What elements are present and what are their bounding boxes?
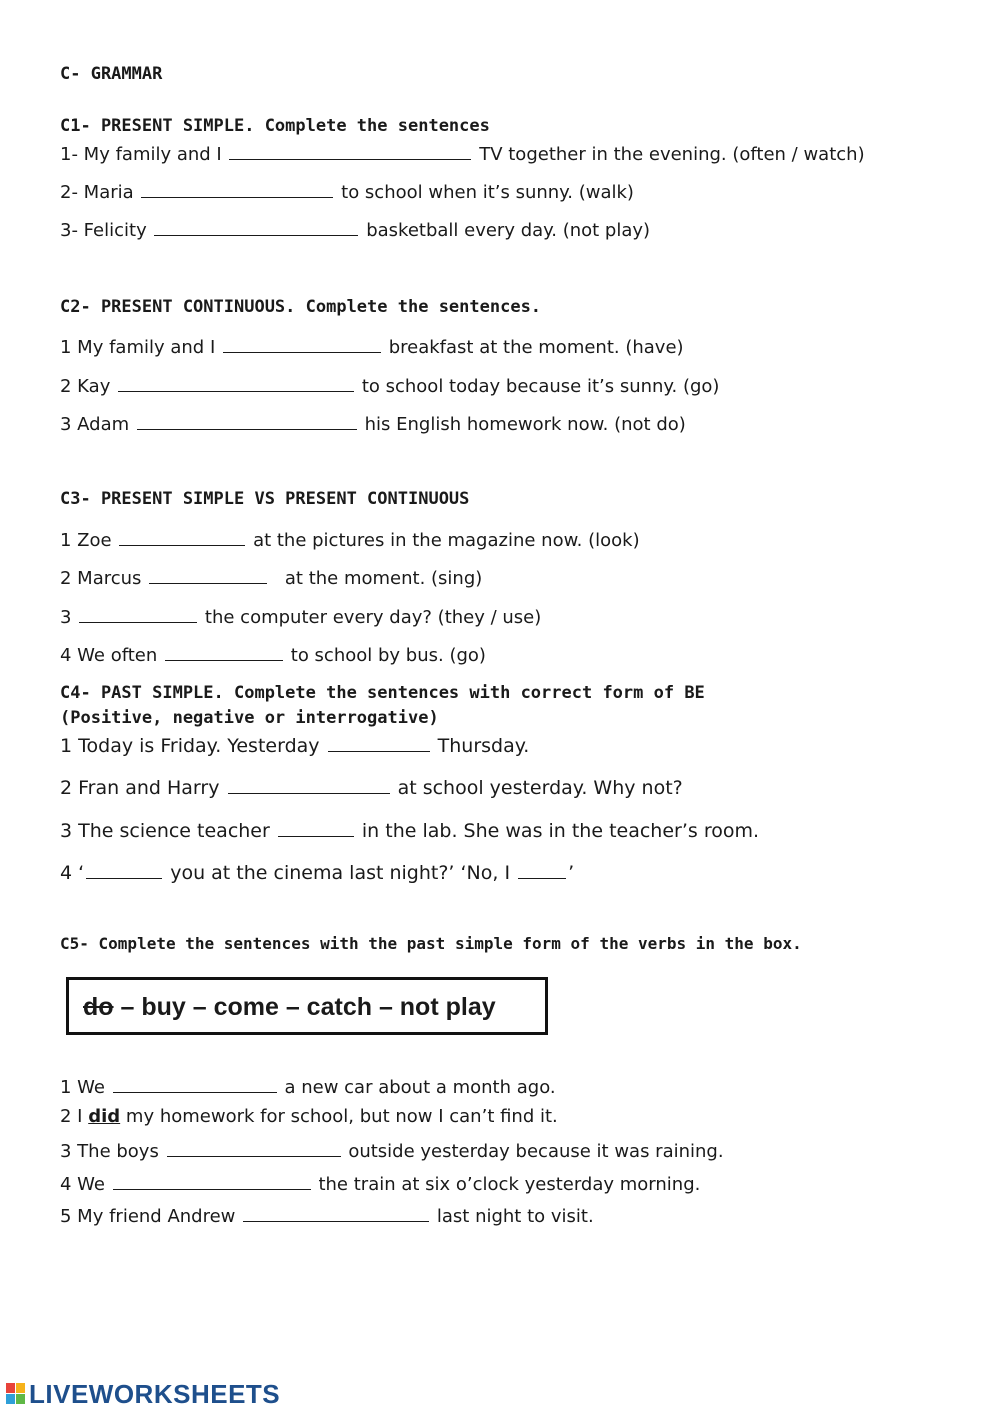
c5-item-4-before: 4 We	[60, 1174, 105, 1195]
c4-item-4-blank-1[interactable]	[86, 860, 162, 879]
c5-item-4	[60, 1171, 700, 1195]
c2-item-3-after: his English homework now. (not do)	[364, 414, 686, 435]
c3-item-3	[60, 604, 541, 628]
c4-heading: C4- PAST SIMPLE. Complete the sentences with correct form of BE	[60, 683, 705, 703]
c1-item-2-after: to school when it’s sunny. (walk)	[341, 182, 634, 203]
c1-item-2-blank[interactable]	[141, 179, 333, 198]
liveworksheets-logo	[6, 1380, 280, 1408]
c5-item-3-blank[interactable]	[167, 1138, 341, 1157]
c3-item-4-blank[interactable]	[165, 642, 283, 661]
c5-item-5-after: last night to visit.	[436, 1206, 594, 1227]
c5-item-5	[60, 1203, 594, 1227]
liveworksheets-logo-icon	[6, 1383, 26, 1405]
verb-box-words: – buy – come – catch – not play	[113, 993, 496, 1021]
c2-item-3-blank[interactable]	[137, 411, 357, 430]
c5-example-before: 2 I	[60, 1106, 83, 1127]
c3-item-2	[60, 565, 482, 589]
c4-item-2-blank[interactable]	[228, 775, 390, 794]
c5-item-5-blank[interactable]	[243, 1203, 429, 1222]
c1-heading: C1- PRESENT SIMPLE. Complete the sentences	[60, 116, 490, 136]
c4-item-2-after: at school yesterday. Why not?	[397, 777, 683, 799]
c3-heading: C3- PRESENT SIMPLE VS PRESENT CONTINUOUS	[60, 489, 470, 509]
c4-item-3-after: in the lab. She was in the teacher’s room.	[361, 820, 760, 842]
c2-item-1	[60, 334, 684, 358]
c5-item-1-after: a new car about a month ago.	[284, 1077, 556, 1098]
c3-item-1	[60, 527, 640, 551]
c4-item-1-before: 1 Today is Friday. Yesterday	[60, 735, 320, 757]
c3-item-1-blank[interactable]	[119, 527, 245, 546]
c1-item-3-after: basketball every day. (not play)	[366, 220, 651, 241]
c5-item-3-before: 3 The boys	[60, 1141, 159, 1162]
c3-item-2-blank[interactable]	[149, 565, 267, 584]
c5-item-1-before: 1 We	[60, 1077, 105, 1098]
c1-item-3-blank[interactable]	[154, 217, 358, 236]
c3-item-3-before: 3	[60, 607, 72, 628]
c5-heading: C5- Complete the sentences with the past simple form of the verbs in the box.	[60, 934, 802, 953]
c3-item-3-after: the computer every day? (they / use)	[204, 607, 542, 628]
c4-subheading: (Positive, negative or interrogative)	[60, 708, 439, 728]
c2-item-3-before: 3 Adam	[60, 414, 130, 435]
c5-item-5-before: 5 My friend Andrew	[60, 1206, 236, 1227]
c4-item-1-blank[interactable]	[328, 733, 430, 752]
c2-heading: C2- PRESENT CONTINUOUS. Complete the sentences.	[60, 297, 542, 317]
c4-item-1	[60, 733, 529, 757]
c2-item-2-before: 2 Kay	[60, 376, 111, 397]
c5-example-answer: did	[88, 1106, 121, 1127]
c4-item-3-before: 3 The science teacher	[60, 820, 270, 842]
c5-item-1	[60, 1074, 556, 1098]
c2-item-2-after: to school today because it’s sunny. (go)	[361, 376, 720, 397]
c3-item-1-before: 1 Zoe	[60, 530, 112, 551]
c4-item-4-middle: you at the cinema last night?’ ‘No, I	[170, 862, 511, 884]
c2-item-3	[60, 411, 686, 435]
c3-item-2-before: 2 Marcus	[60, 568, 142, 589]
c3-item-2-after: at the moment. (sing)	[284, 568, 483, 589]
verb-box-struck-word: do	[83, 993, 114, 1021]
verb-box	[66, 977, 548, 1035]
c3-item-4-after: to school by bus. (go)	[290, 645, 486, 666]
c1-item-1-blank[interactable]	[229, 141, 471, 160]
c3-item-4	[60, 642, 486, 666]
c1-item-2-before: 2- Maria	[60, 182, 134, 203]
liveworksheets-logo-text: LIVEWORKSHEETS	[29, 1378, 281, 1409]
c4-item-4-after: ’	[568, 862, 575, 884]
c5-item-3-after: outside yesterday because it was raining.	[348, 1141, 724, 1162]
c4-item-4	[60, 860, 574, 884]
c5-item-4-after: the train at six o’clock yesterday morning.	[318, 1174, 701, 1195]
c2-item-1-after: breakfast at the moment. (have)	[388, 337, 684, 358]
c2-item-2-blank[interactable]	[118, 373, 354, 392]
c1-item-3	[60, 217, 650, 241]
c4-item-4-blank-2[interactable]	[518, 860, 566, 879]
c5-item-1-blank[interactable]	[113, 1074, 277, 1093]
c1-item-2	[60, 179, 634, 203]
c1-item-1-after: TV together in the evening. (often / watch)	[479, 144, 865, 165]
c4-item-1-after: Thursday.	[437, 735, 530, 757]
c3-item-4-before: 4 We often	[60, 645, 158, 666]
c4-item-3	[60, 818, 759, 842]
c4-item-4-before: 4 ‘	[60, 862, 85, 884]
c1-item-1	[60, 141, 865, 165]
c4-item-2-before: 2 Fran and Harry	[60, 777, 220, 799]
c5-example-after: my homework for school, but now I can’t find it.	[125, 1106, 558, 1127]
c4-item-3-blank[interactable]	[278, 818, 354, 837]
c5-item-4-blank[interactable]	[113, 1171, 311, 1190]
c4-item-2	[60, 775, 683, 799]
c3-item-1-after: at the pictures in the magazine now. (look)	[253, 530, 640, 551]
c2-item-2	[60, 373, 719, 397]
c1-item-3-before: 3- Felicity	[60, 220, 147, 241]
c2-item-1-blank[interactable]	[223, 334, 381, 353]
page-title: C- GRAMMAR	[60, 64, 163, 84]
c5-item-3	[60, 1138, 724, 1162]
c2-item-1-before: 1 My family and I	[60, 337, 216, 358]
c3-item-3-blank[interactable]	[79, 604, 197, 623]
c5-example	[60, 1106, 558, 1127]
c1-item-1-before: 1- My family and I	[60, 144, 222, 165]
